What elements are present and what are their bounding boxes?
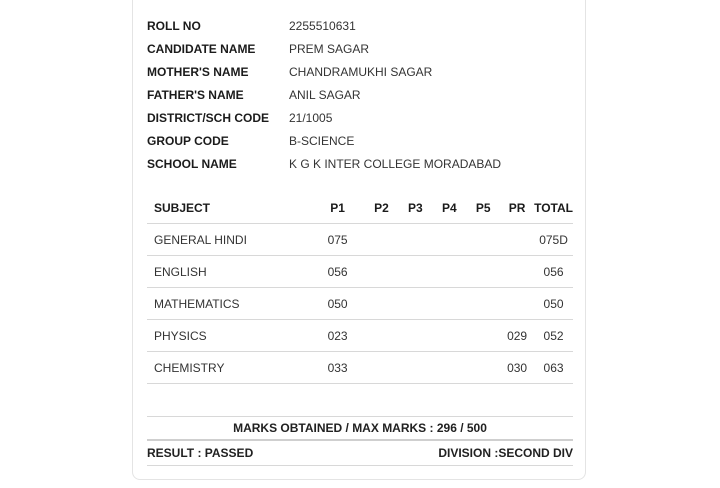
cell-p4 [432,256,466,288]
info-value: CHANDRAMUKHI SAGAR [289,64,433,79]
info-label: MOTHER'S NAME [147,64,249,79]
cell-p5 [466,288,500,320]
info-label: DISTRICT/SCH CODE [147,110,270,125]
table-row [147,352,573,384]
info-row-district-sch-code [147,106,577,129]
cell-pr: 030 [500,352,534,384]
info-row-roll-no [147,14,577,37]
cell-pr [500,256,534,288]
info-row-group-code [147,129,577,152]
table-header-row [147,192,573,224]
cell-total: 056 [534,256,573,288]
cell-p4 [432,352,466,384]
info-label: SCHOOL NAME [147,156,237,171]
cell-p2 [365,256,399,288]
cell-p1: 056 [311,256,365,288]
marks-table [147,192,573,384]
cell-p2 [365,320,399,352]
cell-p1: 050 [311,288,365,320]
cell-total: 052 [534,320,573,352]
cell-total: 075D [534,224,573,256]
info-label: GROUP CODE [147,133,229,148]
header-subject: SUBJECT [147,192,311,224]
cell-p5 [466,224,500,256]
cell-p5 [466,352,500,384]
header-total: TOTAL [534,192,573,224]
result-status: RESULT : PASSED [147,446,254,460]
info-label: CANDIDATE NAME [147,41,256,56]
info-value: 21/1005 [289,110,333,125]
info-label: ROLL NO [147,18,201,33]
cell-subject: MATHEMATICS [147,288,311,320]
cell-p3 [398,256,432,288]
cell-subject: CHEMISTRY [147,352,311,384]
cell-subject: ENGLISH [147,256,311,288]
cell-subject: GENERAL HINDI [147,224,311,256]
cell-pr [500,288,534,320]
marks-summary [147,416,573,441]
marks-summary-text: MARKS OBTAINED / MAX MARKS : 296 / 500 [233,421,487,435]
info-row-mothers-name [147,60,577,83]
header-p4: P4 [432,192,466,224]
info-value: 2255510631 [289,18,356,33]
cell-p3 [398,320,432,352]
cell-p2 [365,224,399,256]
info-value: K G K INTER COLLEGE MORADABAD [289,156,502,171]
cell-p3 [398,224,432,256]
info-row-fathers-name [147,83,577,106]
cell-p1: 075 [311,224,365,256]
info-value: B-SCIENCE [289,133,355,148]
cell-p2 [365,352,399,384]
result-row [147,441,573,466]
cell-p2 [365,288,399,320]
cell-p5 [466,256,500,288]
info-row-candidate-name [147,37,577,60]
cell-total: 050 [534,288,573,320]
cell-p3 [398,352,432,384]
cell-subject: PHYSICS [147,320,311,352]
header-pr: PR [500,192,534,224]
info-row-school-name [147,152,577,175]
cell-p4 [432,288,466,320]
table-row [147,224,573,256]
candidate-info [147,14,577,175]
division-status: DIVISION :SECOND DIV [438,446,573,460]
header-p1: P1 [311,192,365,224]
cell-p1: 033 [311,352,365,384]
cell-p1: 023 [311,320,365,352]
table-row [147,256,573,288]
cell-pr [500,224,534,256]
table-row [147,288,573,320]
header-p2: P2 [365,192,399,224]
table-row [147,320,573,352]
cell-p3 [398,288,432,320]
header-p3: P3 [398,192,432,224]
cell-p4 [432,224,466,256]
header-p5: P5 [466,192,500,224]
cell-total: 063 [534,352,573,384]
cell-p4 [432,320,466,352]
info-value: ANIL SAGAR [289,87,361,102]
info-value: PREM SAGAR [289,41,370,56]
cell-p5 [466,320,500,352]
info-label: FATHER'S NAME [147,87,244,102]
cell-pr: 029 [500,320,534,352]
